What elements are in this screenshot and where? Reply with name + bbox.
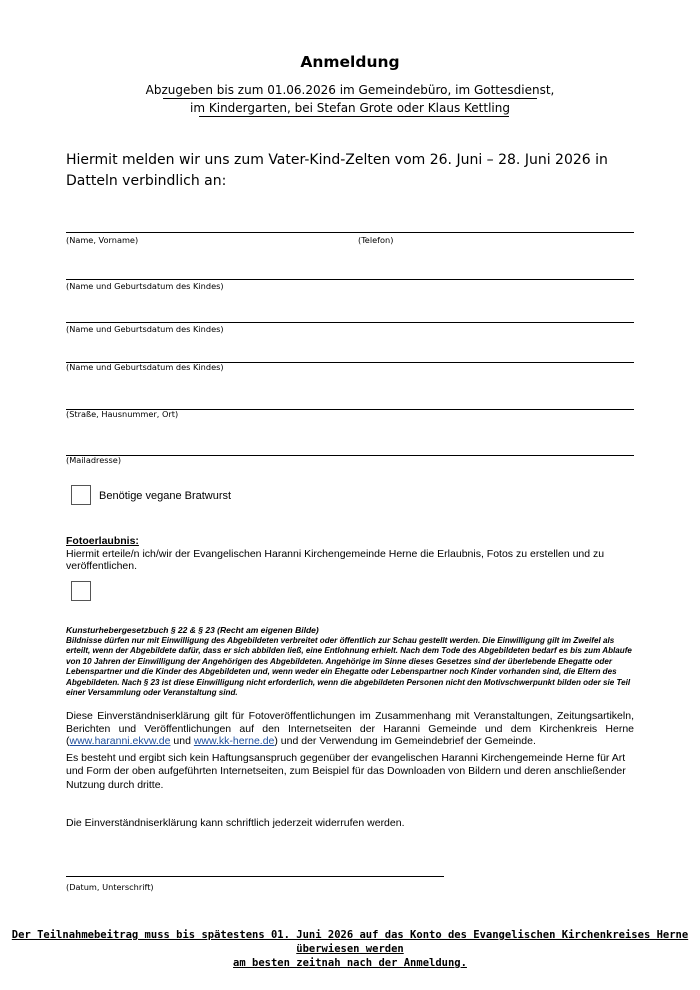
email-field-label: (Mailadresse) — [66, 455, 122, 465]
haranni-link[interactable]: www.haranni.ekvw.de — [69, 735, 171, 747]
consent-paragraph-2: Es besteht und ergibt sich kein Haftungsanspruch gegenüber der evangelischen Haranni Kirchengemeinde Herne für Art und Form der oben aufgeführten Internetseiten, zum Beispiel für das Downloaden von Bildern und deren anschließender Nutzung durch dritte. — [66, 752, 626, 791]
subtitle-line-2: im Kindergarten, bei Stefan Grote oder Klaus Kettling — [190, 101, 510, 115]
kug-heading: Kunsturhebergesetzbuch § 22 & § 23 (Recht am eigenen Bilde) — [66, 625, 319, 635]
consent-p1-start: Diese Einverständniserklärung gilt für Fotoveröffentlichungen im Zusammenhang mit Veranstaltungen, Zeitungsartikeln, Berichten und Veröffentlichungen auf den Internetseiten der Haranni Gemeinde und dem Kirchenkreis Herne ( — [66, 710, 634, 747]
consent-paragraph-3: Die Einverständniserklärung kann schriftlich jederzeit widerrufen werden. — [66, 817, 405, 829]
intro-text: Hiermit melden wir uns zum Vater-Kind-Zelten vom 26. Juni – 28. Juni 2026 in Datteln verbindlich an: — [66, 152, 608, 189]
photo-consent-checkbox[interactable] — [71, 581, 91, 601]
payment-notice-line-1: Der Teilnahmebeitrag muss bis spätestens 01. Juni 2026 auf das Konto des Evangelischen Kirchenkreises Herne überwiesen werden — [11, 929, 689, 955]
kk-herne-link[interactable]: www.kk-herne.de — [193, 735, 275, 747]
photo-consent-heading: Fotoerlaubnis: — [66, 535, 139, 547]
page-title: Anmeldung — [300, 53, 400, 71]
email-field-line[interactable] — [66, 455, 634, 456]
child2-field-line[interactable] — [66, 322, 634, 323]
subtitle-underline-1 — [163, 98, 537, 99]
consent-p1-end: ) und der Verwendung im Gemeindebrief der Gemeinde. — [274, 735, 536, 747]
signature-label: (Datum, Unterschrift) — [66, 882, 154, 892]
name-field-line[interactable] — [66, 232, 634, 233]
child3-field-label: (Name und Geburtsdatum des Kindes) — [66, 362, 224, 372]
phone-field-label: (Telefon) — [358, 235, 394, 245]
child2-field-label: (Name und Geburtsdatum des Kindes) — [66, 324, 224, 334]
child1-field-line[interactable] — [66, 279, 634, 280]
signature-line[interactable] — [66, 876, 444, 877]
consent-p1-and: und — [170, 735, 194, 747]
child1-field-label: (Name und Geburtsdatum des Kindes) — [66, 281, 224, 291]
name-field-label: (Name, Vorname) — [66, 235, 139, 245]
consent-paragraph-1 — [66, 710, 634, 748]
payment-notice-line-2: am besten zeitnah nach der Anmeldung. — [233, 957, 467, 969]
kug-text: Bildnisse dürfen nur mit Einwilligung des Abgebildeten verbreitet oder öffentlich zur Schau gestellt werden. Die Einwilligung gilt im Zweifel als erteilt, wenn der Abgebildete dafür, dass er sich abbilden ließ, eine Entlohnung erhielt. Nach dem Tode des Abgebildeten bedarf es bis zum Ablaufe von 10 Jahren der Einwilligung der Angehörigen des Abgebildeten. Angehörige im Sinne dieses Gesetzes sind der überlebende Ehegatte oder Lebenspartner und die Kinder des Abgebildeten und, wenn weder ein Ehegatte oder Lebenspartner noch Kinder vorhanden sind, die Eltern des Abgebildeten. Nach § 23 ist diese Einwilligung nicht erforderlich, wenn die abgebildeten Personen nicht den Motivschwerpunkt bilden oder sie Teil einer Versammlung oder Veranstaltung sind. — [66, 636, 632, 698]
photo-consent-text: Hiermit erteile/n ich/wir der Evangelischen Haranni Kirchengemeinde Herne die Erlaubnis, Fotos zu erstellen und zu veröffentlichen. — [66, 548, 605, 572]
subtitle-underline-2 — [199, 116, 509, 117]
vegan-checkbox[interactable] — [71, 485, 91, 505]
vegan-checkbox-label: Benötige vegane Bratwurst — [99, 490, 232, 502]
subtitle-line-1: Abzugeben bis zum 01.06.2026 im Gemeindebüro, im Gottesdienst, — [145, 83, 555, 97]
payment-notice — [0, 928, 700, 970]
address-field-label: (Straße, Hausnummer, Ort) — [66, 409, 179, 419]
